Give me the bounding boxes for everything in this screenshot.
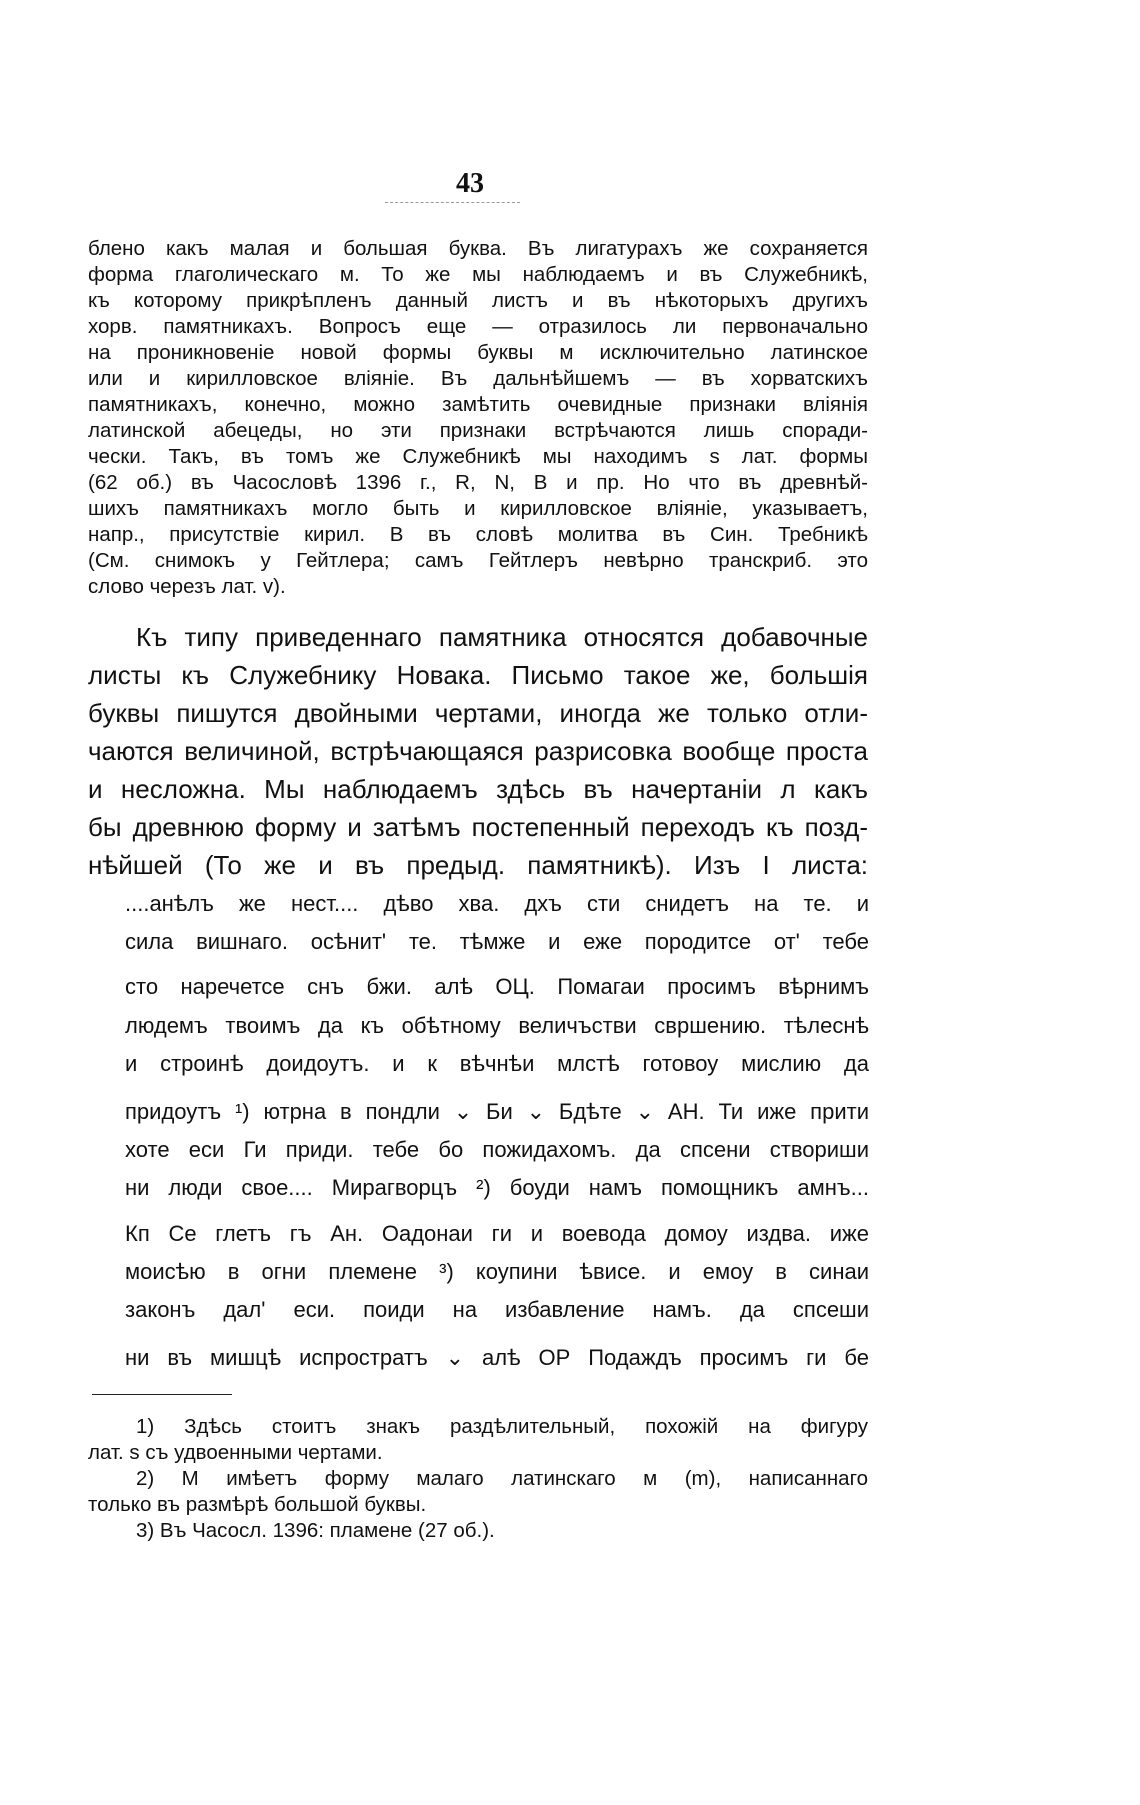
quote-line: сила вишнаго. осѣнит' те. тѣмже и еже породитсе от' тебе	[125, 929, 869, 954]
text-line: форма глаголическаго м. То же мы наблюдаемъ и въ Служебникѣ,	[88, 263, 868, 286]
quote-line: сто наречетсе снъ бжи. алѣ ОЦ. Помагаи просимъ вѣрнимъ	[125, 974, 869, 999]
text-line: листы къ Служебнику Новака. Письмо такое же, большія	[88, 660, 868, 690]
page-number-underline	[385, 202, 520, 203]
text-line: бы древнюю форму и затѣмъ постепенный переходъ къ позд-	[88, 812, 868, 842]
footnote-line: 2) М имѣетъ форму малаго латинскаго м (m), написаннаго	[136, 1467, 868, 1490]
quote-line: ни въ мишцѣ испростратъ ⌄ алѣ ОР Подаждъ просимъ ги бе	[125, 1345, 869, 1370]
text-line: чаются величиной, встрѣчающаяся разрисовка вообще проста	[88, 736, 868, 766]
footnote-line: 1) Здѣсь стоитъ знакъ раздѣлительный, похожій на фигуру	[136, 1415, 868, 1438]
quote-line: ни люди свое.... Мирагворцъ ²) боуди намъ помощникъ амнъ...	[125, 1175, 869, 1200]
text-line: латинской абецеды, но эти признаки встрѣчаются лишь споради-	[88, 419, 868, 442]
quote-line: законъ дал' еси. поиди на избавление намъ. да спсеши	[125, 1297, 869, 1322]
text-line: блено какъ малая и большая буква. Въ лигатурахъ же сохраняется	[88, 237, 868, 260]
text-line: слово черезъ лат. v).	[88, 575, 286, 598]
footnote-line: 3) Въ Часосл. 1396: пламене (27 об.).	[136, 1519, 495, 1542]
text-line: буквы пишутся двойными чертами, иногда же только отли-	[88, 698, 868, 728]
text-line: (См. снимокъ у Гейтлера; самъ Гейтлеръ невѣрно транскриб. это	[88, 549, 868, 572]
footnote-line: только въ размѣрѣ большой буквы.	[88, 1493, 427, 1516]
text-line: чески. Такъ, въ томъ же Служебникѣ мы находимъ ѕ лат. формы	[88, 445, 868, 468]
text-line: (62 об.) въ Часословѣ 1396 г., R, N, B и пр. Но что въ древнѣй-	[88, 471, 868, 494]
footnote-separator	[92, 1394, 232, 1395]
footnote-line: лат. ѕ съ удвоенными чертами.	[88, 1441, 383, 1464]
text-line: на проникновеніе новой формы буквы м исключительно латинское	[88, 341, 868, 364]
paragraph-1	[88, 236, 868, 600]
text-line: хорв. памятникахъ. Вопросъ еще — отразилось ли первоначально	[88, 315, 868, 338]
text-line: или и кирилловское вліяніе. Въ дальнѣйшемъ — въ хорватскихъ	[88, 367, 868, 390]
quote-line: и строинѣ доидоутъ. и к вѣчнѣи млстѣ готовоу мислию да	[125, 1051, 869, 1076]
text-line: напр., присутствіе кирил. В въ словѣ молитва въ Син. Требникѣ	[88, 523, 868, 546]
quote-line: моисѣю в огни племене ³) коупини ѣвисе. и емоу в синаи	[125, 1259, 869, 1284]
quote-line: хоте еси Ги приди. тебе бо пожидахомъ. да спсени створиши	[125, 1137, 869, 1162]
text-line: и несложна. Мы наблюдаемъ здѣсь въ начертаніи л какъ	[88, 774, 868, 804]
quote-line: Кп Се глетъ гъ Ан. Оадонаи ги и воевода домоу издва. иже	[125, 1221, 869, 1246]
page-number: 43	[456, 168, 484, 199]
text-line: Къ типу приведеннаго памятника относятся добавочные	[136, 622, 868, 652]
quote-line: ....анѣлъ же нест.... дѣво хва. дхъ сти снидетъ на те. и	[125, 891, 869, 916]
text-line: нѣйшей (То же и въ предыд. памятникѣ). Изъ I листа:	[88, 850, 868, 880]
quote-line: людемъ твоимъ да къ обѣтному величъстви свршению. тѣлеснѣ	[125, 1013, 869, 1038]
paragraph-2	[88, 618, 868, 884]
text-line: памятникахъ, конечно, можно замѣтить очевидные признаки вліянія	[88, 393, 868, 416]
text-line: къ которому прикрѣпленъ данный листъ и въ нѣкоторыхъ другихъ	[88, 289, 868, 312]
text-line: шихъ памятникахъ могло быть и кирилловское вліяніе, указываетъ,	[88, 497, 868, 520]
footnotes	[88, 1414, 868, 1544]
quote-line: придоутъ ¹) ютрна в пондли ⌄ Би ⌄ Бдѣте ⌄ АН. Ти иже прити	[125, 1099, 869, 1124]
